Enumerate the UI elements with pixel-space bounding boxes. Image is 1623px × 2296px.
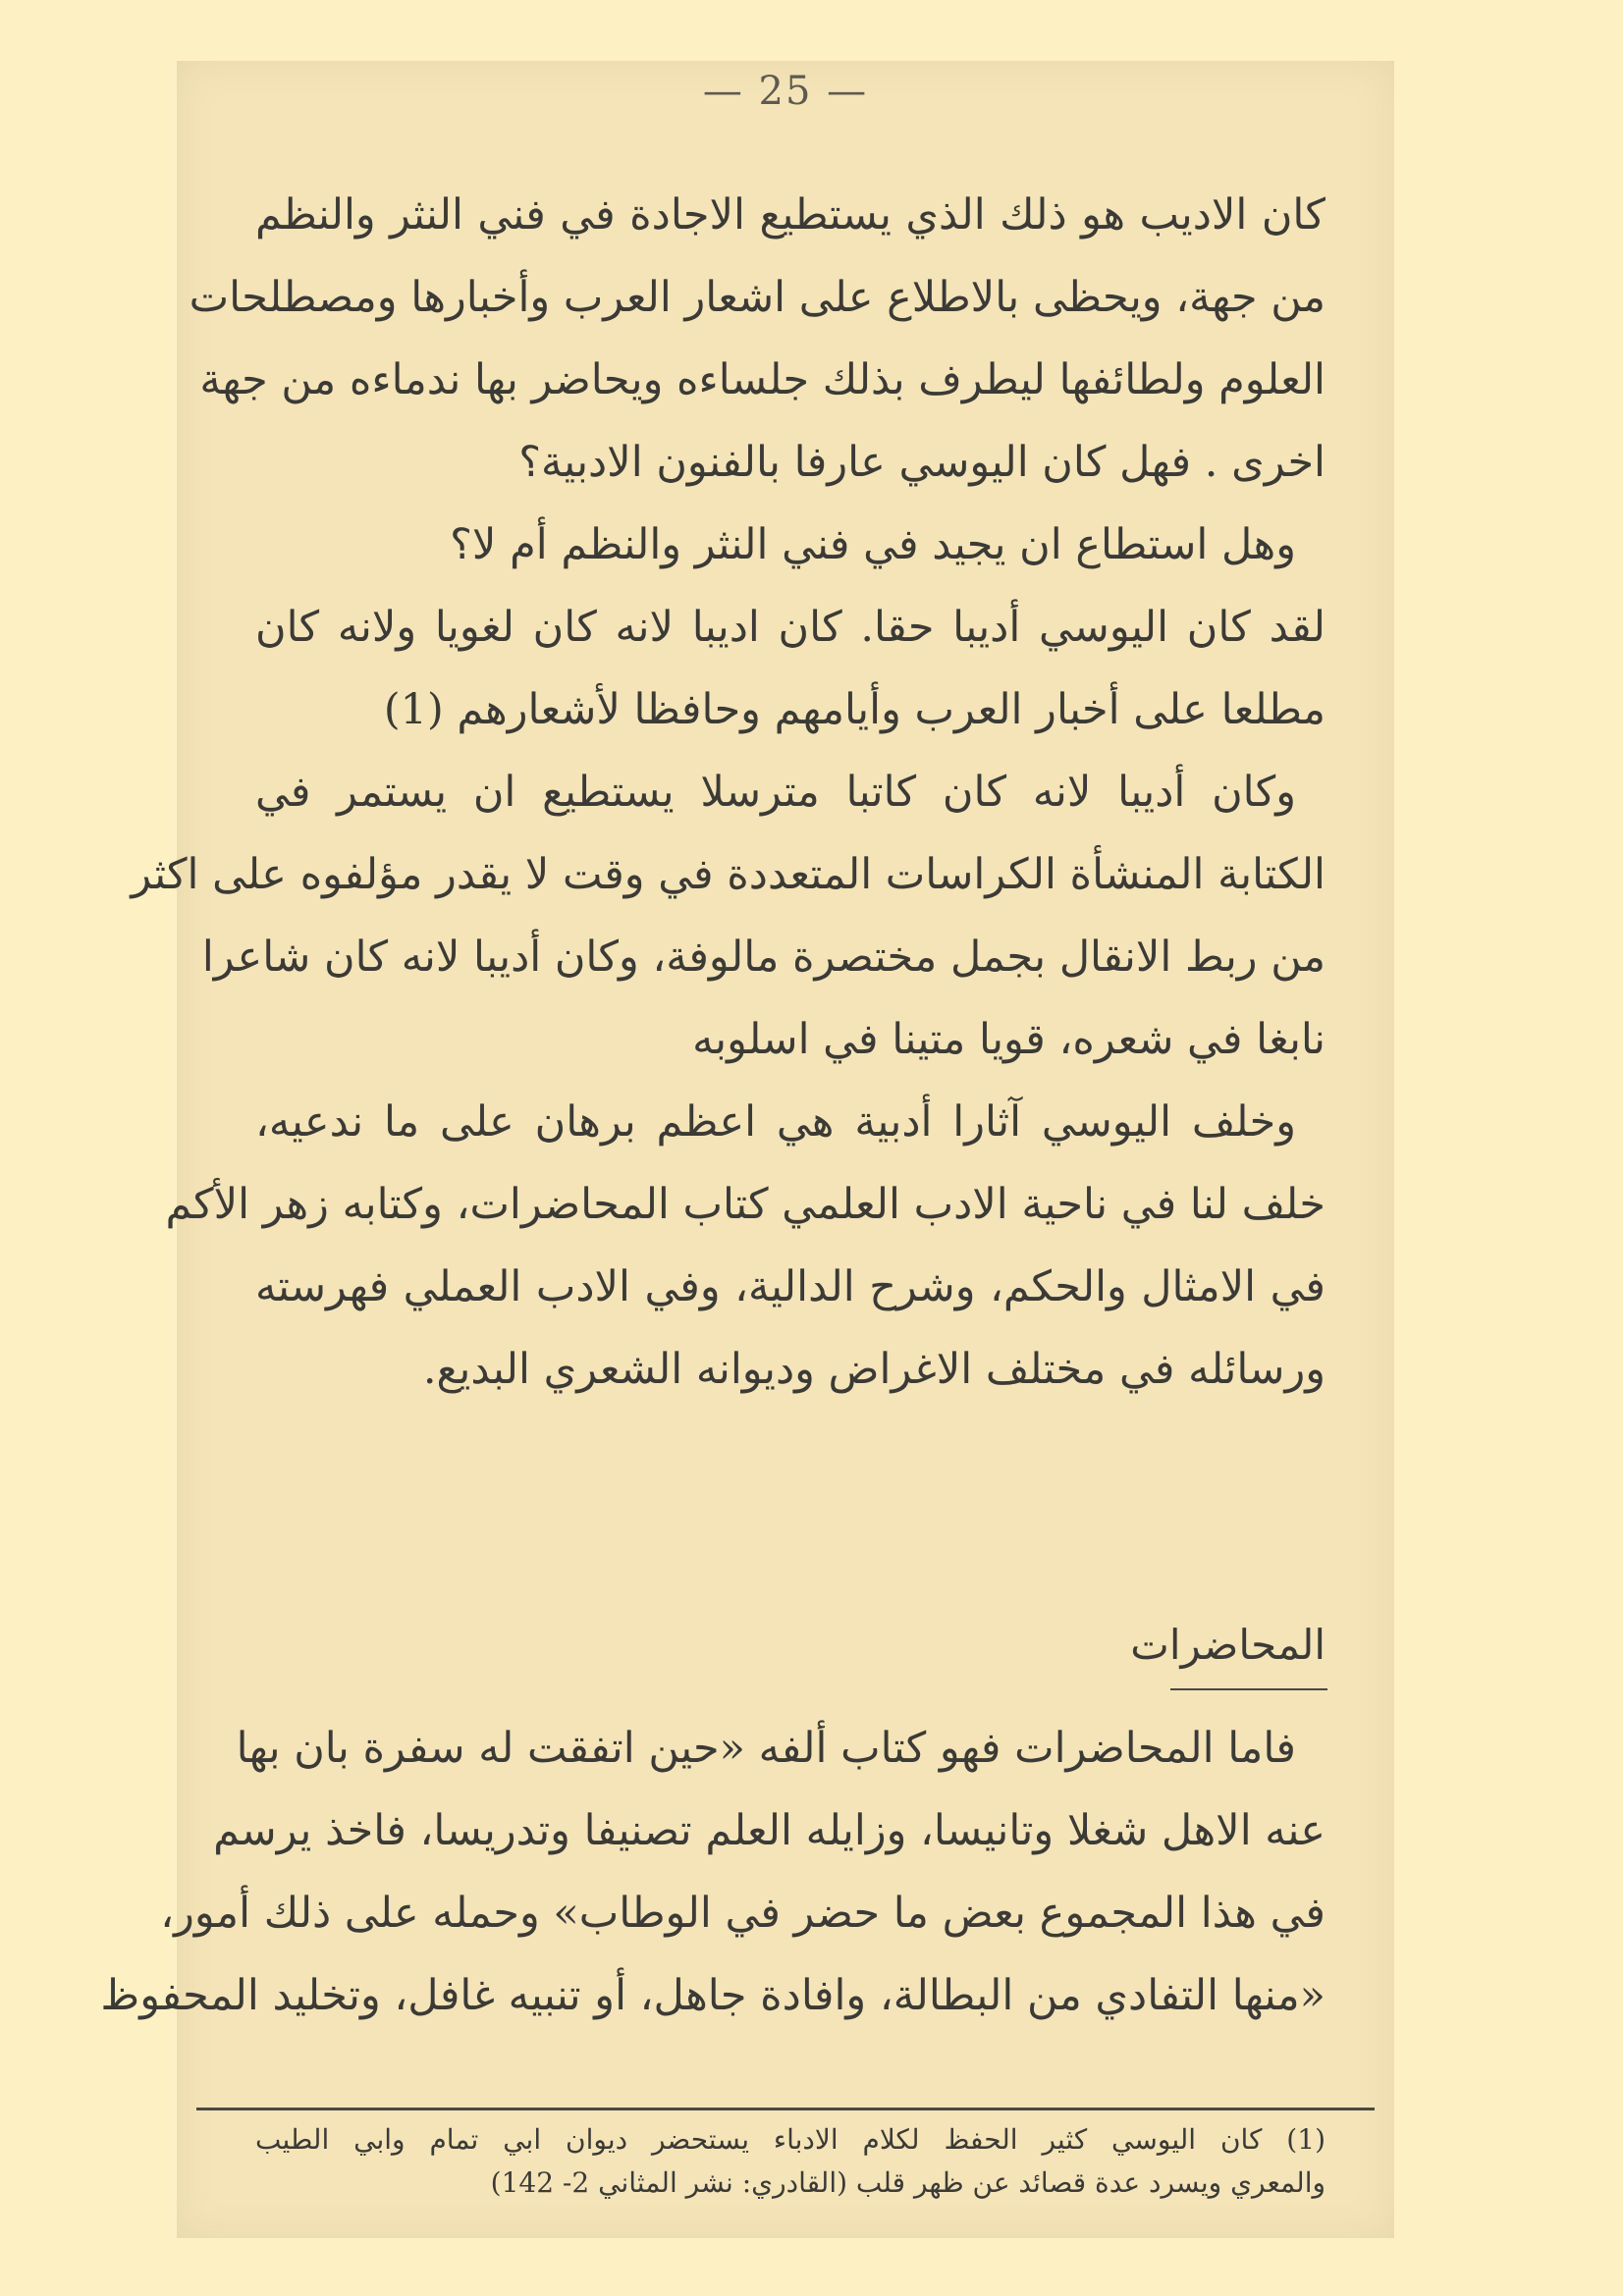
section-heading: المحاضرات (1130, 1621, 1325, 1669)
text-line: ورسائله في مختلف الاغراض وديوانه الشعري البديع. (422, 1345, 1325, 1394)
footnote-line: (1) كان اليوسي كثير الحفظ لكلام الادباء يستحضر ديوان ابي تمام وابي الطيب (255, 2123, 1325, 2156)
text-line: في هذا المجموع بعض ما حضر في الوطاب» وحمله على ذلك أمور، (160, 1889, 1325, 1938)
text-line: لقد كان اليوسي أديبا حقا. كان اديبا لانه كان لغويا ولانه كان (255, 603, 1325, 652)
text-line: من جهة، ويحظى بالاطلاع على اشعار العرب وأخبارها ومصطلحات (189, 273, 1325, 322)
text-line: وكان أديبا لانه كان كاتبا مترسلا يستطيع ان يستمر في (255, 768, 1296, 817)
heading-underline (1170, 1688, 1327, 1690)
text-line: عنه الاهل شغلا وتانيسا، وزايله العلم تصنيفا وتدريسا، فاخذ يرسم (213, 1806, 1325, 1855)
footnote-line: والمعري ويسرد عدة قصائد عن ظهر قلب (القادري: نشر المثاني 2- 142) (490, 2166, 1325, 2199)
text-line: فاما المحاضرات فهو كتاب ألفه «حين اتفقت له سفرة بان بها (236, 1724, 1296, 1773)
text-line: كان الاديب هو ذلك الذي يستطيع الاجادة في فني النثر والنظم (255, 190, 1325, 240)
text-line: «منها التفادي من البطالة، وافادة جاهل، أو تنبيه غافل، وتخليد المحفوظ (100, 1971, 1325, 2020)
text-line: من ربط الانقال بجمل مختصرة مالوفة، وكان أديبا لانه كان شاعرا (201, 933, 1325, 982)
text-line: في الامثال والحكم، وشرح الدالية، وفي الادب العملي فهرسته (255, 1262, 1325, 1311)
text-line: مطلعا على أخبار العرب وأيامهم وحافظا لأشعارهم (1) (383, 685, 1325, 734)
text-line: الكتابة المنشأة الكراسات المتعددة في وقت لا يقدر مؤلفوه على اكثر (131, 850, 1325, 899)
text-line: خلف لنا في ناحية الادب العلمي كتاب المحاضرات، وكتابه زهر الأكم (165, 1180, 1325, 1229)
page-number: — 25 — (702, 69, 869, 114)
text-line: وخلف اليوسي آثارا أدبية هي اعظم برهان على ما ندعيه، (255, 1097, 1296, 1147)
text-line: اخرى . فهل كان اليوسي عارفا بالفنون الادبية؟ (518, 438, 1325, 487)
text-line: نابغا في شعره، قويا متينا في اسلوبه (692, 1015, 1325, 1064)
text-line: العلوم ولطائفها ليطرف بذلك جلساءه ويحاضر بها ندماءه من جهة (199, 355, 1325, 404)
text-line: وهل استطاع ان يجيد في فني النثر والنظم أم لا؟ (450, 520, 1296, 569)
scanned-page (100, 61, 1394, 2238)
footnote-divider (196, 2108, 1375, 2110)
